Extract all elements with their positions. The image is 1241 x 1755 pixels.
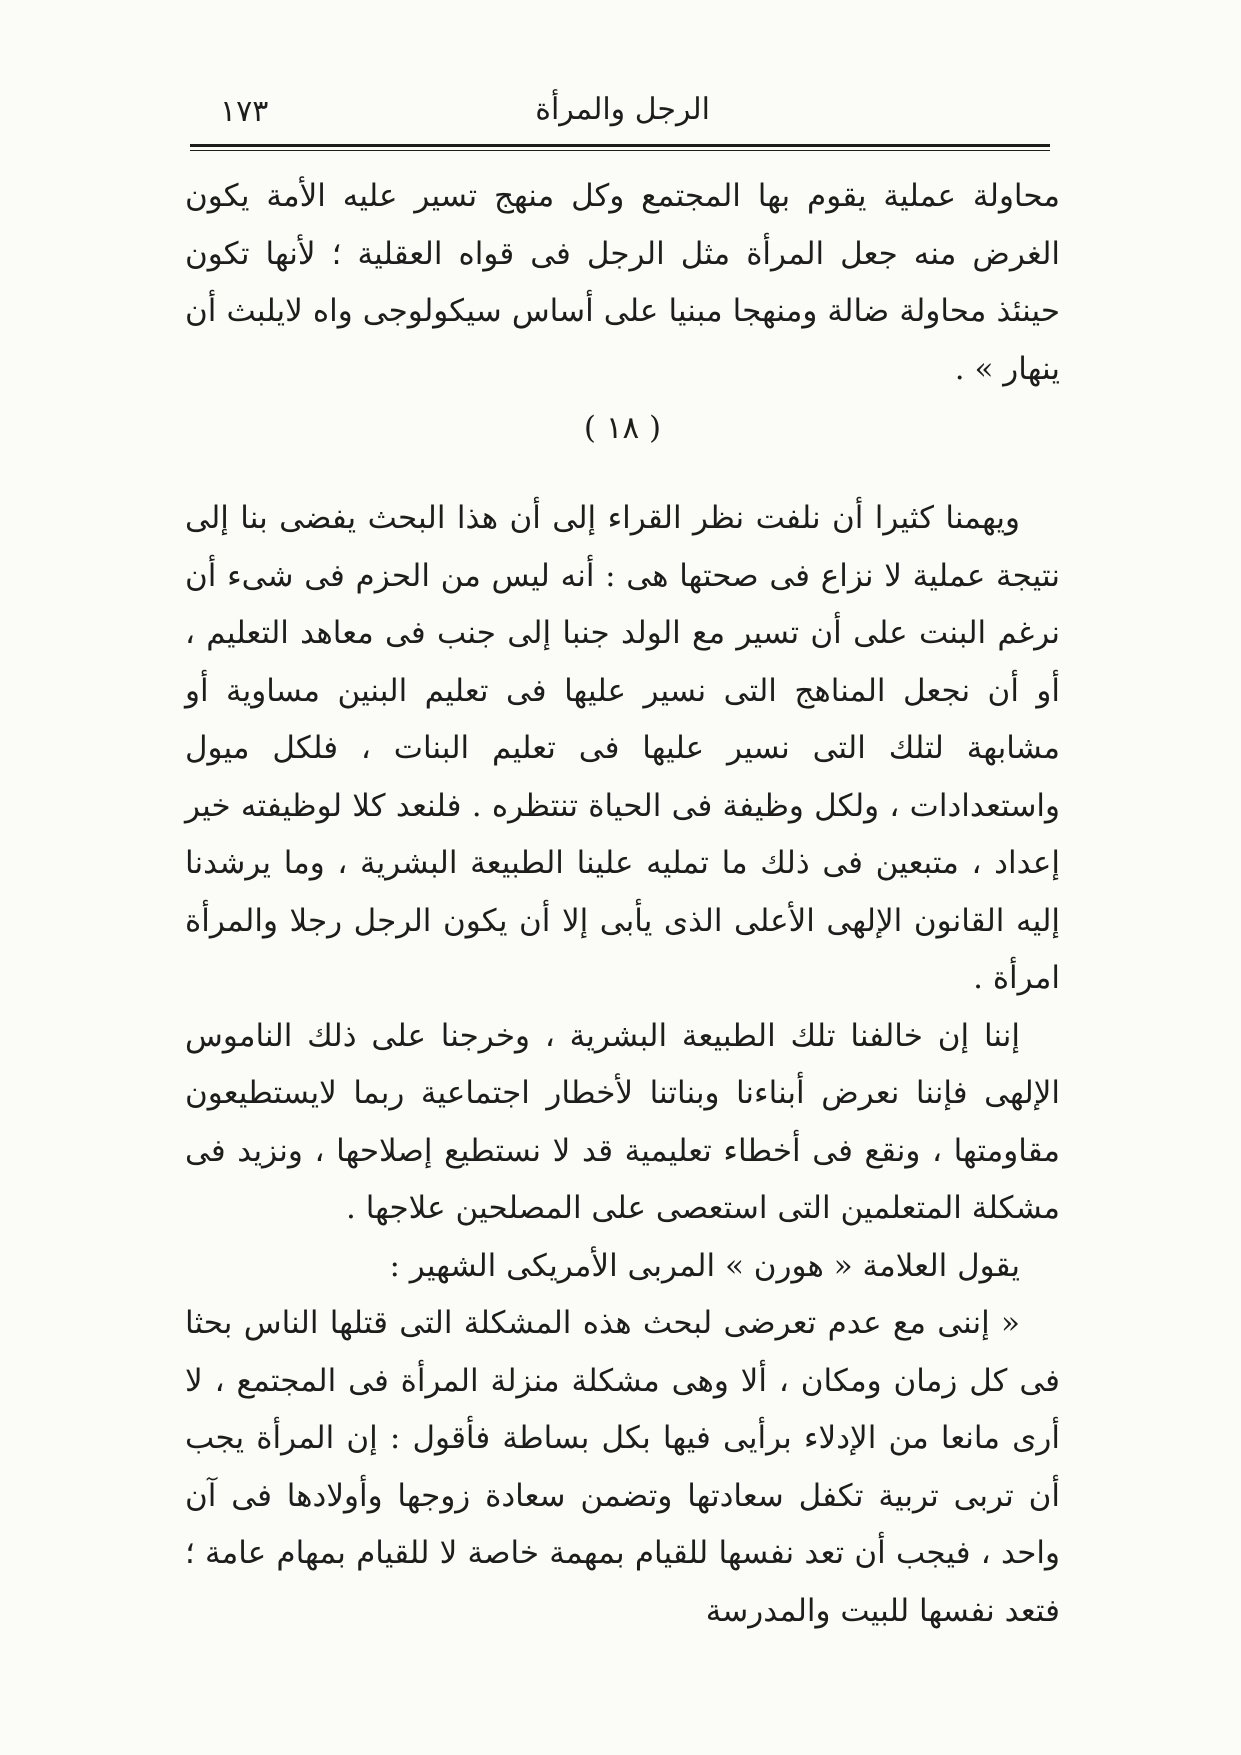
paragraph: إننا إن خالفنا تلك الطبيعة البشرية ، وخرجنا على ذلك الناموس الإلهى فإننا نعرض أبناءنا وبناتنا لأخطار اجتماعية ربما لايستطيعون مقاومتها ، ونقع فى أخطاء تعليمية قد لا نستطيع إصلاحها ، ونزيد فى مشكلة المتعلمين التى استعصى على المصلحين علاجها . bbox=[185, 1017, 1060, 1226]
running-title: الرجل والمرأة bbox=[535, 92, 710, 127]
main-text-block bbox=[185, 490, 1060, 1640]
page-header bbox=[190, 86, 1050, 146]
header-rule-thin bbox=[190, 150, 1050, 151]
paragraph: يقول العلامة « هورن » المربى الأمريكى الشهير : bbox=[389, 1247, 1020, 1284]
top-text-block bbox=[185, 168, 1060, 398]
section-number: ( ١٨ ) bbox=[583, 410, 662, 446]
paragraph: محاولة عملية يقوم بها المجتمع وكل منهج تسير عليه الأمة يكون الغرض منه جعل المرأة مثل الرجل فى قواه العقلية ؛ لأنها تكون حينئذ محاولة ضالة ومنهجا مبنيا على أساس سيكولوجى واه لايلبث أن ينهار » . bbox=[185, 178, 1060, 387]
quote-paragraph: « إننى مع عدم تعرضى لبحث هذه المشكلة التى قتلها الناس بحثا فى كل زمان ومكان ، ألا وهى مشكلة منزلة المرأة فى المجتمع ، لا أرى مانعا من الإدلاء برأيى فيها بكل بساطة فأقول : إن المرأة يجب أن تربى تربية تكفل سعادتها وتضمن سعادة زوجها وأولادها فى آن واحد ، فيجب أن تعد نفسها للقيام بمهمة خاصة لا للقيام بمهام عامة ؛ فتعد نفسها للبيت والمدرسة bbox=[185, 1305, 1060, 1629]
header-rule bbox=[190, 144, 1050, 147]
page-number: ١٧٣ bbox=[220, 94, 269, 129]
paragraph: ويهمنا كثيرا أن نلفت نظر القراء إلى أن هذا البحث يفضى بنا إلى نتيجة عملية لا نزاع فى صحتها هى : أنه ليس من الحزم فى شىء أن نرغم البنت على أن تسير مع الولد جنبا إلى جنب فى معاهد التعليم ، أو أن نجعل المناهج التى نسير عليها فى تعليم البنين مساوية أو مشابهة لتلك التى نسير عليها فى تعليم البنات ، فلكل ميول واستعدادات ، ولكل وظيفة فى الحياة تنتظره . فلنعد كلا لوظيفته خير إعداد ، متبعين فى ذلك ما تمليه علينا الطبيعة البشرية ، وما يرشدنا إليه القانون الإلهى الأعلى الذى يأبى إلا أن يكون الرجل رجلا والمرأة امرأة . bbox=[185, 500, 1060, 996]
